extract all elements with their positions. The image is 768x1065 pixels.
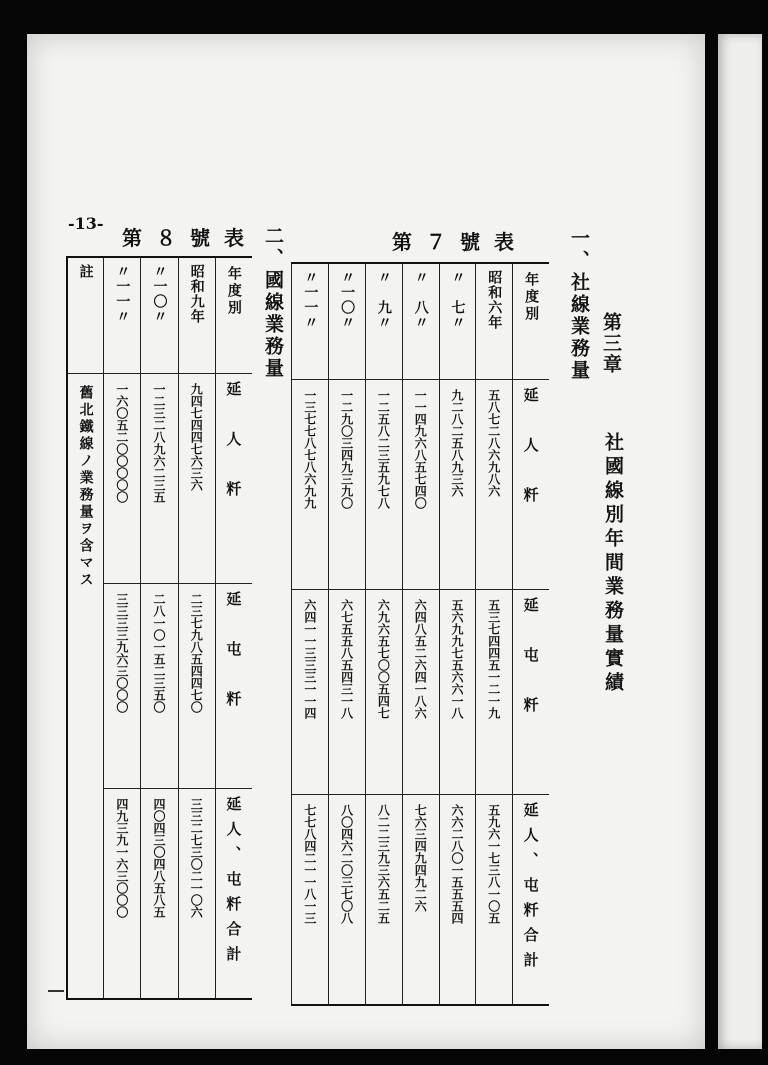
row-year: 昭和六年 bbox=[476, 264, 512, 380]
chapter-title: 社國線別年間業務量實績 bbox=[602, 432, 624, 696]
row-ton-km: 二三七九八五四四七〇 bbox=[179, 583, 215, 789]
row-person-km: 一三七七八七八六九九 bbox=[292, 379, 328, 590]
row-year: 昭和九年 bbox=[179, 258, 215, 374]
page-number: -13- bbox=[68, 214, 104, 233]
row-ton-km: 六四八五二六四一八六 bbox=[403, 589, 439, 795]
table-7-label: 第７號表 bbox=[392, 230, 528, 254]
section-heading-company-lines: 一、社線業務量 bbox=[568, 228, 590, 382]
header-person-km: 延 人 粁 bbox=[216, 373, 252, 584]
row-person-km: 一六〇五二〇〇〇〇〇 bbox=[104, 373, 140, 584]
header-ton-km: 延 屯 粁 bbox=[513, 589, 549, 795]
row-total: 三三二七三〇二一〇六 bbox=[189, 798, 204, 918]
header-person-km: 延 人 粁 bbox=[513, 379, 549, 590]
row-total: 七六三四九四九二六 bbox=[413, 804, 428, 912]
pencil-mark bbox=[48, 990, 64, 992]
header-total: 延人、屯粁合計 bbox=[224, 796, 243, 971]
table-row bbox=[365, 264, 402, 1004]
table-header-column bbox=[215, 258, 252, 998]
row-total: 八二二三九三六五二五 bbox=[376, 804, 391, 924]
header-total: 延人、屯粁合計 bbox=[521, 802, 540, 977]
note-text: 舊北鐵線ノ業務量ヲ含マス bbox=[77, 385, 94, 589]
row-ton-km: 五三七四四五一二一九 bbox=[476, 589, 512, 795]
table-row bbox=[291, 264, 328, 1004]
row-ton-km: 五六九九七五六六一八 bbox=[440, 589, 476, 795]
header-year: 年度別 bbox=[513, 264, 549, 380]
row-person-km: 一一四九六八五七四〇 bbox=[403, 379, 439, 590]
row-total: 八〇四六二〇三七〇八 bbox=[339, 804, 354, 924]
row-year: 〃一一〃 bbox=[104, 258, 140, 374]
row-ton-km: 三三三三九六三〇〇〇 bbox=[104, 583, 140, 789]
chapter-heading: 第三章 bbox=[600, 312, 622, 375]
table-row bbox=[328, 264, 365, 1004]
table-note bbox=[66, 258, 103, 998]
row-total: 七七八四二一一八一三 bbox=[302, 804, 317, 924]
table-8-label: 第８號表 bbox=[122, 226, 258, 250]
row-total: 四〇四三〇四八五八五 bbox=[152, 798, 167, 918]
table-row bbox=[140, 258, 177, 998]
row-ton-km: 二八一〇一五二三五〇 bbox=[141, 583, 177, 789]
note-label: 註 bbox=[68, 258, 103, 374]
row-person-km: 一二三二八九六二三五 bbox=[141, 373, 177, 584]
row-person-km: 一二九〇三四九三九〇 bbox=[329, 379, 365, 590]
table-8 bbox=[66, 256, 252, 1000]
table-row bbox=[402, 264, 439, 1004]
row-total: 五九六一七三八一〇五 bbox=[486, 804, 501, 924]
header-ton-km: 延 屯 粁 bbox=[216, 583, 252, 789]
row-year: 〃一〇〃 bbox=[141, 258, 177, 374]
row-person-km: 五八七二八六九八六 bbox=[476, 379, 512, 590]
row-year: 〃 七〃 bbox=[440, 264, 476, 380]
row-total: 六六二八〇一五五五四 bbox=[450, 804, 464, 924]
table-row bbox=[439, 264, 476, 1004]
table-7 bbox=[291, 262, 549, 1006]
header-year: 年度別 bbox=[216, 258, 252, 374]
table-row bbox=[103, 258, 140, 998]
adjacent-page-edge bbox=[718, 34, 762, 1049]
row-year: 〃 八〃 bbox=[403, 264, 439, 380]
row-ton-km: 六九六五七〇〇五四七 bbox=[366, 589, 402, 795]
row-person-km: 一二五八二三五九七八 bbox=[366, 379, 402, 590]
row-person-km: 九四七四四七六三六 bbox=[179, 373, 215, 584]
row-year: 〃一一〃 bbox=[292, 264, 328, 380]
section-heading-national-lines: 二、國線業務量 bbox=[262, 226, 284, 380]
row-year: 〃一〇〃 bbox=[329, 264, 365, 380]
row-total: 四九三九一六三〇〇〇 bbox=[114, 798, 129, 918]
table-row bbox=[178, 258, 215, 998]
table-row bbox=[475, 264, 512, 1004]
row-ton-km: 六四一一三三三一一四 bbox=[292, 589, 328, 795]
row-ton-km: 六七五五八五四三一八 bbox=[329, 589, 365, 795]
table-header-column bbox=[512, 264, 549, 1004]
row-year: 〃 九〃 bbox=[366, 264, 402, 380]
row-person-km: 九二八二五八九三六 bbox=[440, 379, 476, 590]
